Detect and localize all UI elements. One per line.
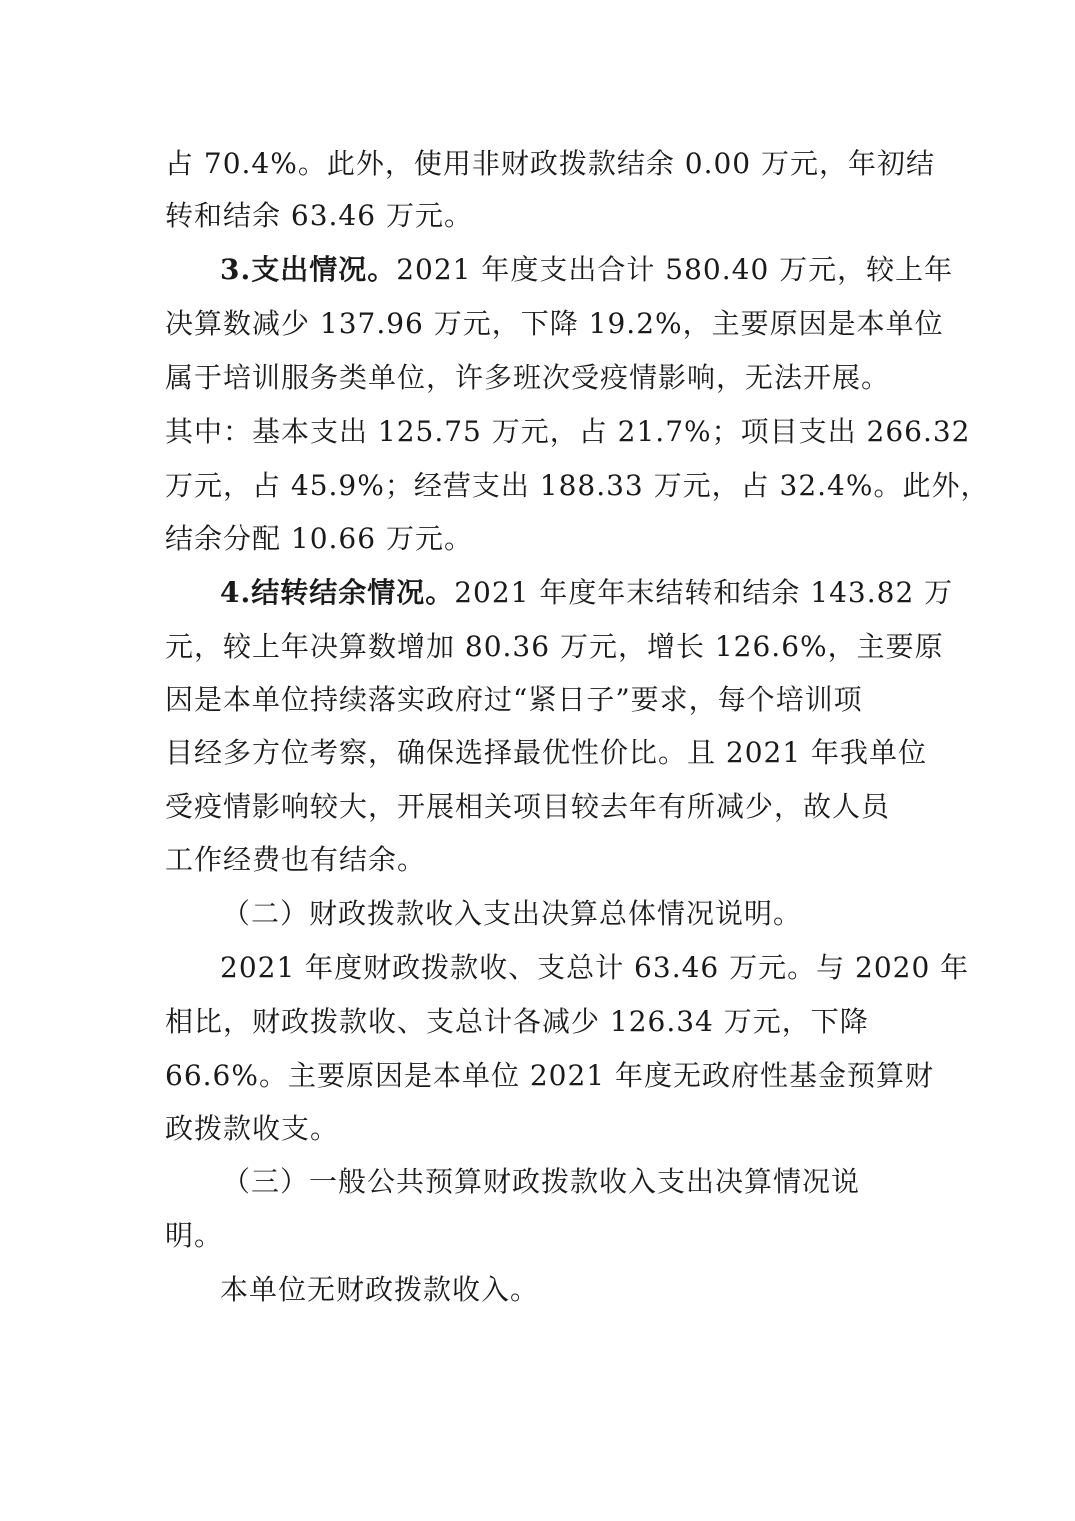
text-line: 66.6%。主要原因是本单位 2021 年度无政府性基金预算财 xyxy=(165,1059,935,1092)
text-line: 决算数减少 137.96 万元，下降 19.2%，主要原因是本单位 xyxy=(165,307,944,340)
text-fragment: 2021 年度年末结转和结余 143.82 万 xyxy=(454,576,954,609)
text-line: 相比，财政拨款收、支总计各减少 126.34 万元，下降 xyxy=(165,1005,869,1038)
subsection-heading-3: （三）一般公共预算财政拨款收入支出决算情况说 xyxy=(222,1165,861,1198)
text-line: 转和结余 63.46 万元。 xyxy=(165,199,473,232)
text-line: 万元，占 45.9%；经营支出 188.33 万元，占 32.4%。此外， xyxy=(165,469,990,502)
text-line: 本单位无财政拨款收入。 xyxy=(220,1273,540,1306)
text-line: 元，较上年决算数增加 80.36 万元，增长 126.6%，主要原 xyxy=(165,630,944,663)
subsection-heading-2: （二）财政拨款收入支出决算总体情况说明。 xyxy=(222,897,803,930)
text-line: 受疫情影响较大，开展相关项目较去年有所减少，故人员 xyxy=(165,790,891,823)
text-line: 工作经费也有结余。 xyxy=(165,843,427,876)
text-line: 因是本单位持续落实政府过“紧日子”要求，每个培训项 xyxy=(165,683,863,716)
text-line: 目经多方位考察，确保选择最优性价比。且 2021 年我单位 xyxy=(165,736,928,769)
text-line: 2021 年度财政拨款收、支总计 63.46 万元。与 2020 年 xyxy=(220,951,970,984)
section-3-line xyxy=(220,250,954,290)
text-line: 结余分配 10.66 万元。 xyxy=(165,522,473,555)
section-4-line xyxy=(220,573,954,613)
section-4-heading: 4.结转结余情况。 xyxy=(220,576,455,609)
section-3-heading: 3.支出情况。 xyxy=(220,253,397,286)
text-fragment: 2021 年度支出合计 580.40 万元，较上年 xyxy=(396,253,954,286)
text-line: 政拨款收支。 xyxy=(165,1112,340,1145)
text-line: 其中：基本支出 125.75 万元，占 21.7%；项目支出 266.32 xyxy=(165,415,971,448)
text-line: 占 70.4%。此外，使用非财政拨款结余 0.00 万元，年初结 xyxy=(165,147,935,180)
text-line: 明。 xyxy=(165,1219,224,1252)
text-line: 属于培训服务类单位，许多班次受疫情影响，无法开展。 xyxy=(165,361,891,394)
